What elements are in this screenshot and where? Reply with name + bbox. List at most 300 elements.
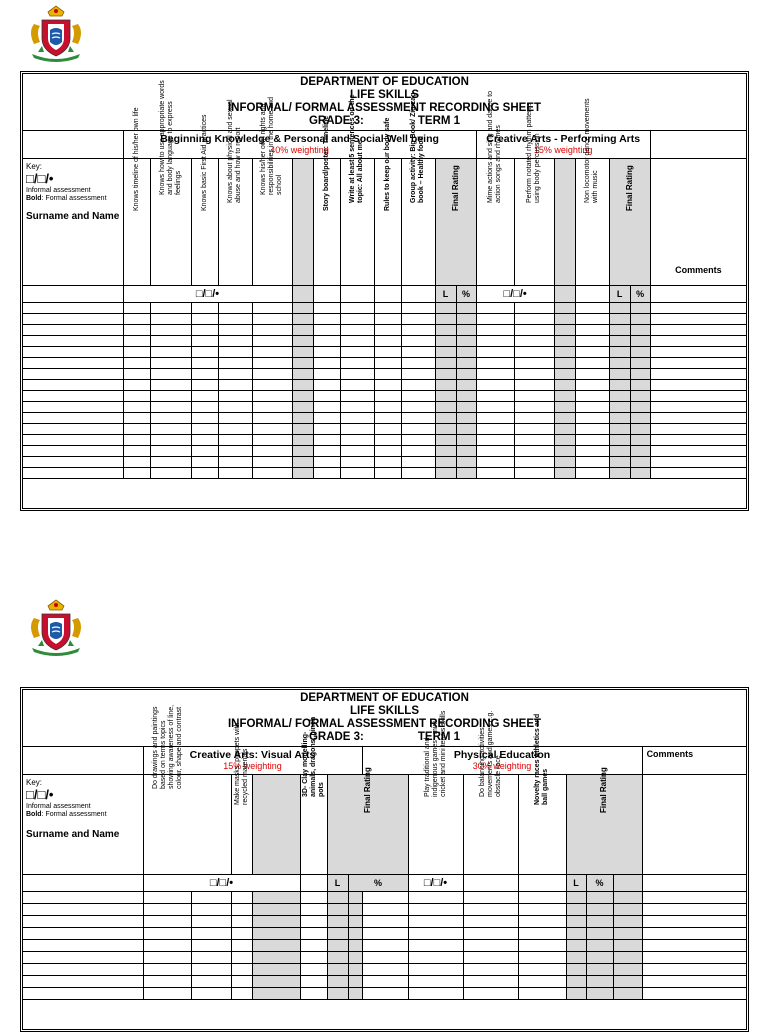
mark-cell[interactable] xyxy=(362,927,408,939)
mark-cell[interactable] xyxy=(476,456,514,467)
mark-cell[interactable] xyxy=(292,412,313,423)
mark-cell[interactable] xyxy=(476,423,514,434)
mark-cell[interactable] xyxy=(374,368,401,379)
mark-cell[interactable] xyxy=(292,434,313,445)
mark-cell[interactable] xyxy=(613,891,642,903)
mark-cell[interactable] xyxy=(252,324,292,335)
mark-cell[interactable] xyxy=(362,951,408,963)
mark-cell[interactable] xyxy=(650,346,746,357)
mark-cell[interactable] xyxy=(613,903,642,915)
mark-cell[interactable] xyxy=(476,467,514,478)
mark-cell[interactable] xyxy=(313,313,340,324)
mark-cell[interactable] xyxy=(456,434,476,445)
mark-cell[interactable] xyxy=(231,927,252,939)
mark-cell[interactable] xyxy=(456,324,476,335)
mark-cell[interactable] xyxy=(313,401,340,412)
mark-cell[interactable] xyxy=(642,951,746,963)
mark-cell[interactable] xyxy=(252,891,300,903)
mark-cell[interactable] xyxy=(456,423,476,434)
mark-cell[interactable] xyxy=(143,987,191,999)
mark-cell[interactable] xyxy=(476,445,514,456)
mark-cell[interactable] xyxy=(575,302,609,313)
mark-cell[interactable] xyxy=(575,390,609,401)
mark-cell[interactable] xyxy=(642,903,746,915)
mark-cell[interactable] xyxy=(456,390,476,401)
mark-cell[interactable] xyxy=(518,939,566,951)
mark-cell[interactable] xyxy=(554,357,575,368)
mark-cell[interactable] xyxy=(123,379,150,390)
mark-cell[interactable] xyxy=(554,434,575,445)
mark-cell[interactable] xyxy=(514,456,554,467)
mark-cell[interactable] xyxy=(143,915,191,927)
mark-cell[interactable] xyxy=(630,401,650,412)
mark-cell[interactable] xyxy=(514,467,554,478)
mark-cell[interactable] xyxy=(340,467,374,478)
mark-cell[interactable] xyxy=(408,927,463,939)
mark-cell[interactable] xyxy=(340,456,374,467)
mark-cell[interactable] xyxy=(613,939,642,951)
mark-cell[interactable] xyxy=(609,335,630,346)
mark-cell[interactable] xyxy=(554,456,575,467)
mark-cell[interactable] xyxy=(518,963,566,975)
mark-cell[interactable] xyxy=(476,390,514,401)
mark-cell[interactable] xyxy=(401,412,435,423)
mark-cell[interactable] xyxy=(463,939,518,951)
mark-cell[interactable] xyxy=(252,467,292,478)
mark-cell[interactable] xyxy=(252,987,300,999)
mark-cell[interactable] xyxy=(362,903,408,915)
mark-cell[interactable] xyxy=(150,302,191,313)
mark-cell[interactable] xyxy=(401,313,435,324)
mark-cell[interactable] xyxy=(123,423,150,434)
mark-cell[interactable] xyxy=(609,445,630,456)
mark-cell[interactable] xyxy=(327,975,348,987)
mark-cell[interactable] xyxy=(630,346,650,357)
mark-cell[interactable] xyxy=(340,335,374,346)
mark-cell[interactable] xyxy=(609,357,630,368)
mark-cell[interactable] xyxy=(292,401,313,412)
mark-cell[interactable] xyxy=(514,313,554,324)
mark-cell[interactable] xyxy=(650,401,746,412)
mark-cell[interactable] xyxy=(150,423,191,434)
mark-cell[interactable] xyxy=(191,368,218,379)
mark-cell[interactable] xyxy=(218,346,252,357)
mark-cell[interactable] xyxy=(150,357,191,368)
mark-cell[interactable] xyxy=(463,951,518,963)
mark-cell[interactable] xyxy=(401,390,435,401)
mark-cell[interactable] xyxy=(642,915,746,927)
mark-cell[interactable] xyxy=(292,302,313,313)
mark-cell[interactable] xyxy=(435,335,456,346)
mark-cell[interactable] xyxy=(401,379,435,390)
mark-cell[interactable] xyxy=(143,975,191,987)
mark-cell[interactable] xyxy=(476,357,514,368)
mark-cell[interactable] xyxy=(650,445,746,456)
mark-cell[interactable] xyxy=(218,467,252,478)
mark-cell[interactable] xyxy=(327,915,348,927)
mark-cell[interactable] xyxy=(218,434,252,445)
learner-name-cell[interactable] xyxy=(23,313,123,324)
mark-cell[interactable] xyxy=(191,390,218,401)
learner-name-cell[interactable] xyxy=(23,379,123,390)
mark-cell[interactable] xyxy=(609,412,630,423)
mark-cell[interactable] xyxy=(435,379,456,390)
mark-cell[interactable] xyxy=(327,951,348,963)
mark-cell[interactable] xyxy=(292,467,313,478)
mark-cell[interactable] xyxy=(401,456,435,467)
mark-cell[interactable] xyxy=(231,903,252,915)
mark-cell[interactable] xyxy=(408,915,463,927)
mark-cell[interactable] xyxy=(143,951,191,963)
mark-cell[interactable] xyxy=(650,379,746,390)
learner-name-cell[interactable] xyxy=(23,390,123,401)
mark-cell[interactable] xyxy=(650,335,746,346)
mark-cell[interactable] xyxy=(401,401,435,412)
mark-cell[interactable] xyxy=(150,401,191,412)
mark-cell[interactable] xyxy=(566,987,586,999)
mark-cell[interactable] xyxy=(435,346,456,357)
mark-cell[interactable] xyxy=(609,467,630,478)
mark-cell[interactable] xyxy=(123,368,150,379)
mark-cell[interactable] xyxy=(613,987,642,999)
mark-cell[interactable] xyxy=(327,903,348,915)
mark-cell[interactable] xyxy=(630,445,650,456)
mark-cell[interactable] xyxy=(252,927,300,939)
mark-cell[interactable] xyxy=(150,313,191,324)
mark-cell[interactable] xyxy=(292,368,313,379)
mark-cell[interactable] xyxy=(456,379,476,390)
mark-cell[interactable] xyxy=(456,335,476,346)
mark-cell[interactable] xyxy=(630,467,650,478)
mark-cell[interactable] xyxy=(476,379,514,390)
mark-cell[interactable] xyxy=(218,302,252,313)
mark-cell[interactable] xyxy=(514,445,554,456)
mark-cell[interactable] xyxy=(401,423,435,434)
mark-cell[interactable] xyxy=(191,357,218,368)
mark-cell[interactable] xyxy=(566,927,586,939)
mark-cell[interactable] xyxy=(435,434,456,445)
mark-cell[interactable] xyxy=(566,975,586,987)
mark-cell[interactable] xyxy=(435,324,456,335)
mark-cell[interactable] xyxy=(252,903,300,915)
mark-cell[interactable] xyxy=(613,951,642,963)
mark-cell[interactable] xyxy=(650,467,746,478)
mark-cell[interactable] xyxy=(150,412,191,423)
mark-cell[interactable] xyxy=(586,891,613,903)
mark-cell[interactable] xyxy=(586,939,613,951)
mark-cell[interactable] xyxy=(143,939,191,951)
mark-cell[interactable] xyxy=(300,939,327,951)
mark-cell[interactable] xyxy=(575,324,609,335)
mark-cell[interactable] xyxy=(586,927,613,939)
mark-cell[interactable] xyxy=(554,346,575,357)
mark-cell[interactable] xyxy=(327,927,348,939)
mark-cell[interactable] xyxy=(348,963,362,975)
mark-cell[interactable] xyxy=(456,467,476,478)
mark-cell[interactable] xyxy=(191,456,218,467)
mark-cell[interactable] xyxy=(476,412,514,423)
mark-cell[interactable] xyxy=(218,390,252,401)
mark-cell[interactable] xyxy=(554,324,575,335)
mark-cell[interactable] xyxy=(348,903,362,915)
mark-cell[interactable] xyxy=(613,915,642,927)
mark-cell[interactable] xyxy=(586,915,613,927)
mark-cell[interactable] xyxy=(401,434,435,445)
mark-cell[interactable] xyxy=(191,313,218,324)
mark-cell[interactable] xyxy=(362,891,408,903)
mark-cell[interactable] xyxy=(340,401,374,412)
mark-cell[interactable] xyxy=(518,951,566,963)
mark-cell[interactable] xyxy=(340,434,374,445)
mark-cell[interactable] xyxy=(476,313,514,324)
mark-cell[interactable] xyxy=(463,987,518,999)
learner-name-cell[interactable] xyxy=(23,939,143,951)
mark-cell[interactable] xyxy=(476,368,514,379)
mark-cell[interactable] xyxy=(218,368,252,379)
mark-cell[interactable] xyxy=(313,368,340,379)
mark-cell[interactable] xyxy=(340,390,374,401)
mark-cell[interactable] xyxy=(408,891,463,903)
learner-name-cell[interactable] xyxy=(23,467,123,478)
learner-name-cell[interactable] xyxy=(23,335,123,346)
learner-name-cell[interactable] xyxy=(23,412,123,423)
mark-cell[interactable] xyxy=(313,467,340,478)
mark-cell[interactable] xyxy=(642,939,746,951)
mark-cell[interactable] xyxy=(514,390,554,401)
mark-cell[interactable] xyxy=(327,891,348,903)
mark-cell[interactable] xyxy=(630,434,650,445)
mark-cell[interactable] xyxy=(650,456,746,467)
mark-cell[interactable] xyxy=(650,423,746,434)
mark-cell[interactable] xyxy=(191,324,218,335)
mark-cell[interactable] xyxy=(292,346,313,357)
mark-cell[interactable] xyxy=(630,456,650,467)
mark-cell[interactable] xyxy=(150,335,191,346)
mark-cell[interactable] xyxy=(463,975,518,987)
mark-cell[interactable] xyxy=(300,963,327,975)
learner-name-cell[interactable] xyxy=(23,434,123,445)
mark-cell[interactable] xyxy=(150,445,191,456)
mark-cell[interactable] xyxy=(300,891,327,903)
mark-cell[interactable] xyxy=(609,346,630,357)
mark-cell[interactable] xyxy=(650,357,746,368)
mark-cell[interactable] xyxy=(575,357,609,368)
mark-cell[interactable] xyxy=(292,423,313,434)
mark-cell[interactable] xyxy=(218,357,252,368)
mark-cell[interactable] xyxy=(252,434,292,445)
mark-cell[interactable] xyxy=(348,975,362,987)
mark-cell[interactable] xyxy=(348,891,362,903)
mark-cell[interactable] xyxy=(554,412,575,423)
mark-cell[interactable] xyxy=(150,390,191,401)
mark-cell[interactable] xyxy=(514,379,554,390)
mark-cell[interactable] xyxy=(292,324,313,335)
mark-cell[interactable] xyxy=(456,313,476,324)
mark-cell[interactable] xyxy=(313,412,340,423)
mark-cell[interactable] xyxy=(476,434,514,445)
mark-cell[interactable] xyxy=(231,987,252,999)
mark-cell[interactable] xyxy=(642,975,746,987)
mark-cell[interactable] xyxy=(123,324,150,335)
mark-cell[interactable] xyxy=(650,313,746,324)
mark-cell[interactable] xyxy=(313,456,340,467)
mark-cell[interactable] xyxy=(518,975,566,987)
mark-cell[interactable] xyxy=(554,467,575,478)
mark-cell[interactable] xyxy=(456,456,476,467)
mark-cell[interactable] xyxy=(348,927,362,939)
mark-cell[interactable] xyxy=(435,467,456,478)
mark-cell[interactable] xyxy=(566,903,586,915)
mark-cell[interactable] xyxy=(252,951,300,963)
mark-cell[interactable] xyxy=(650,368,746,379)
mark-cell[interactable] xyxy=(150,456,191,467)
mark-cell[interactable] xyxy=(401,368,435,379)
mark-cell[interactable] xyxy=(650,412,746,423)
mark-cell[interactable] xyxy=(292,313,313,324)
mark-cell[interactable] xyxy=(435,357,456,368)
mark-cell[interactable] xyxy=(313,390,340,401)
mark-cell[interactable] xyxy=(401,445,435,456)
mark-cell[interactable] xyxy=(191,915,231,927)
mark-cell[interactable] xyxy=(218,313,252,324)
mark-cell[interactable] xyxy=(575,379,609,390)
mark-cell[interactable] xyxy=(566,963,586,975)
mark-cell[interactable] xyxy=(313,445,340,456)
mark-cell[interactable] xyxy=(123,456,150,467)
mark-cell[interactable] xyxy=(575,346,609,357)
mark-cell[interactable] xyxy=(554,423,575,434)
mark-cell[interactable] xyxy=(463,891,518,903)
learner-name-cell[interactable] xyxy=(23,951,143,963)
mark-cell[interactable] xyxy=(575,445,609,456)
mark-cell[interactable] xyxy=(408,939,463,951)
mark-cell[interactable] xyxy=(150,324,191,335)
mark-cell[interactable] xyxy=(191,891,231,903)
mark-cell[interactable] xyxy=(401,302,435,313)
mark-cell[interactable] xyxy=(435,456,456,467)
mark-cell[interactable] xyxy=(514,335,554,346)
mark-cell[interactable] xyxy=(374,302,401,313)
mark-cell[interactable] xyxy=(566,891,586,903)
mark-cell[interactable] xyxy=(650,390,746,401)
mark-cell[interactable] xyxy=(586,987,613,999)
mark-cell[interactable] xyxy=(292,390,313,401)
mark-cell[interactable] xyxy=(518,927,566,939)
mark-cell[interactable] xyxy=(292,456,313,467)
learner-name-cell[interactable] xyxy=(23,987,143,999)
mark-cell[interactable] xyxy=(123,390,150,401)
mark-cell[interactable] xyxy=(408,903,463,915)
mark-cell[interactable] xyxy=(554,313,575,324)
mark-cell[interactable] xyxy=(362,975,408,987)
mark-cell[interactable] xyxy=(374,412,401,423)
mark-cell[interactable] xyxy=(408,963,463,975)
mark-cell[interactable] xyxy=(642,963,746,975)
mark-cell[interactable] xyxy=(609,390,630,401)
mark-cell[interactable] xyxy=(340,368,374,379)
mark-cell[interactable] xyxy=(150,346,191,357)
mark-cell[interactable] xyxy=(340,302,374,313)
mark-cell[interactable] xyxy=(514,302,554,313)
mark-cell[interactable] xyxy=(476,324,514,335)
mark-cell[interactable] xyxy=(252,368,292,379)
mark-cell[interactable] xyxy=(609,302,630,313)
mark-cell[interactable] xyxy=(613,927,642,939)
mark-cell[interactable] xyxy=(231,951,252,963)
mark-cell[interactable] xyxy=(463,915,518,927)
mark-cell[interactable] xyxy=(123,346,150,357)
learner-name-cell[interactable] xyxy=(23,324,123,335)
mark-cell[interactable] xyxy=(252,357,292,368)
learner-name-cell[interactable] xyxy=(23,927,143,939)
mark-cell[interactable] xyxy=(630,368,650,379)
mark-cell[interactable] xyxy=(514,401,554,412)
mark-cell[interactable] xyxy=(401,346,435,357)
mark-cell[interactable] xyxy=(435,423,456,434)
mark-cell[interactable] xyxy=(408,951,463,963)
mark-cell[interactable] xyxy=(476,346,514,357)
mark-cell[interactable] xyxy=(150,467,191,478)
mark-cell[interactable] xyxy=(554,335,575,346)
mark-cell[interactable] xyxy=(313,434,340,445)
mark-cell[interactable] xyxy=(435,390,456,401)
mark-cell[interactable] xyxy=(586,903,613,915)
mark-cell[interactable] xyxy=(292,335,313,346)
mark-cell[interactable] xyxy=(313,302,340,313)
mark-cell[interactable] xyxy=(435,302,456,313)
mark-cell[interactable] xyxy=(191,379,218,390)
mark-cell[interactable] xyxy=(575,423,609,434)
mark-cell[interactable] xyxy=(191,412,218,423)
mark-cell[interactable] xyxy=(575,335,609,346)
mark-cell[interactable] xyxy=(191,963,231,975)
mark-cell[interactable] xyxy=(518,903,566,915)
mark-cell[interactable] xyxy=(374,401,401,412)
mark-cell[interactable] xyxy=(123,313,150,324)
mark-cell[interactable] xyxy=(514,423,554,434)
mark-cell[interactable] xyxy=(340,324,374,335)
mark-cell[interactable] xyxy=(191,423,218,434)
mark-cell[interactable] xyxy=(401,357,435,368)
learner-name-cell[interactable] xyxy=(23,302,123,313)
mark-cell[interactable] xyxy=(609,456,630,467)
mark-cell[interactable] xyxy=(408,987,463,999)
mark-cell[interactable] xyxy=(191,927,231,939)
mark-cell[interactable] xyxy=(514,357,554,368)
mark-cell[interactable] xyxy=(150,379,191,390)
mark-cell[interactable] xyxy=(123,445,150,456)
mark-cell[interactable] xyxy=(374,390,401,401)
mark-cell[interactable] xyxy=(362,987,408,999)
mark-cell[interactable] xyxy=(518,891,566,903)
mark-cell[interactable] xyxy=(630,357,650,368)
mark-cell[interactable] xyxy=(252,390,292,401)
mark-cell[interactable] xyxy=(456,302,476,313)
mark-cell[interactable] xyxy=(566,939,586,951)
mark-cell[interactable] xyxy=(340,357,374,368)
mark-cell[interactable] xyxy=(554,401,575,412)
mark-cell[interactable] xyxy=(327,987,348,999)
learner-name-cell[interactable] xyxy=(23,456,123,467)
mark-cell[interactable] xyxy=(476,401,514,412)
mark-cell[interactable] xyxy=(231,915,252,927)
mark-cell[interactable] xyxy=(401,467,435,478)
mark-cell[interactable] xyxy=(150,368,191,379)
mark-cell[interactable] xyxy=(630,379,650,390)
mark-cell[interactable] xyxy=(327,963,348,975)
mark-cell[interactable] xyxy=(191,401,218,412)
mark-cell[interactable] xyxy=(374,423,401,434)
